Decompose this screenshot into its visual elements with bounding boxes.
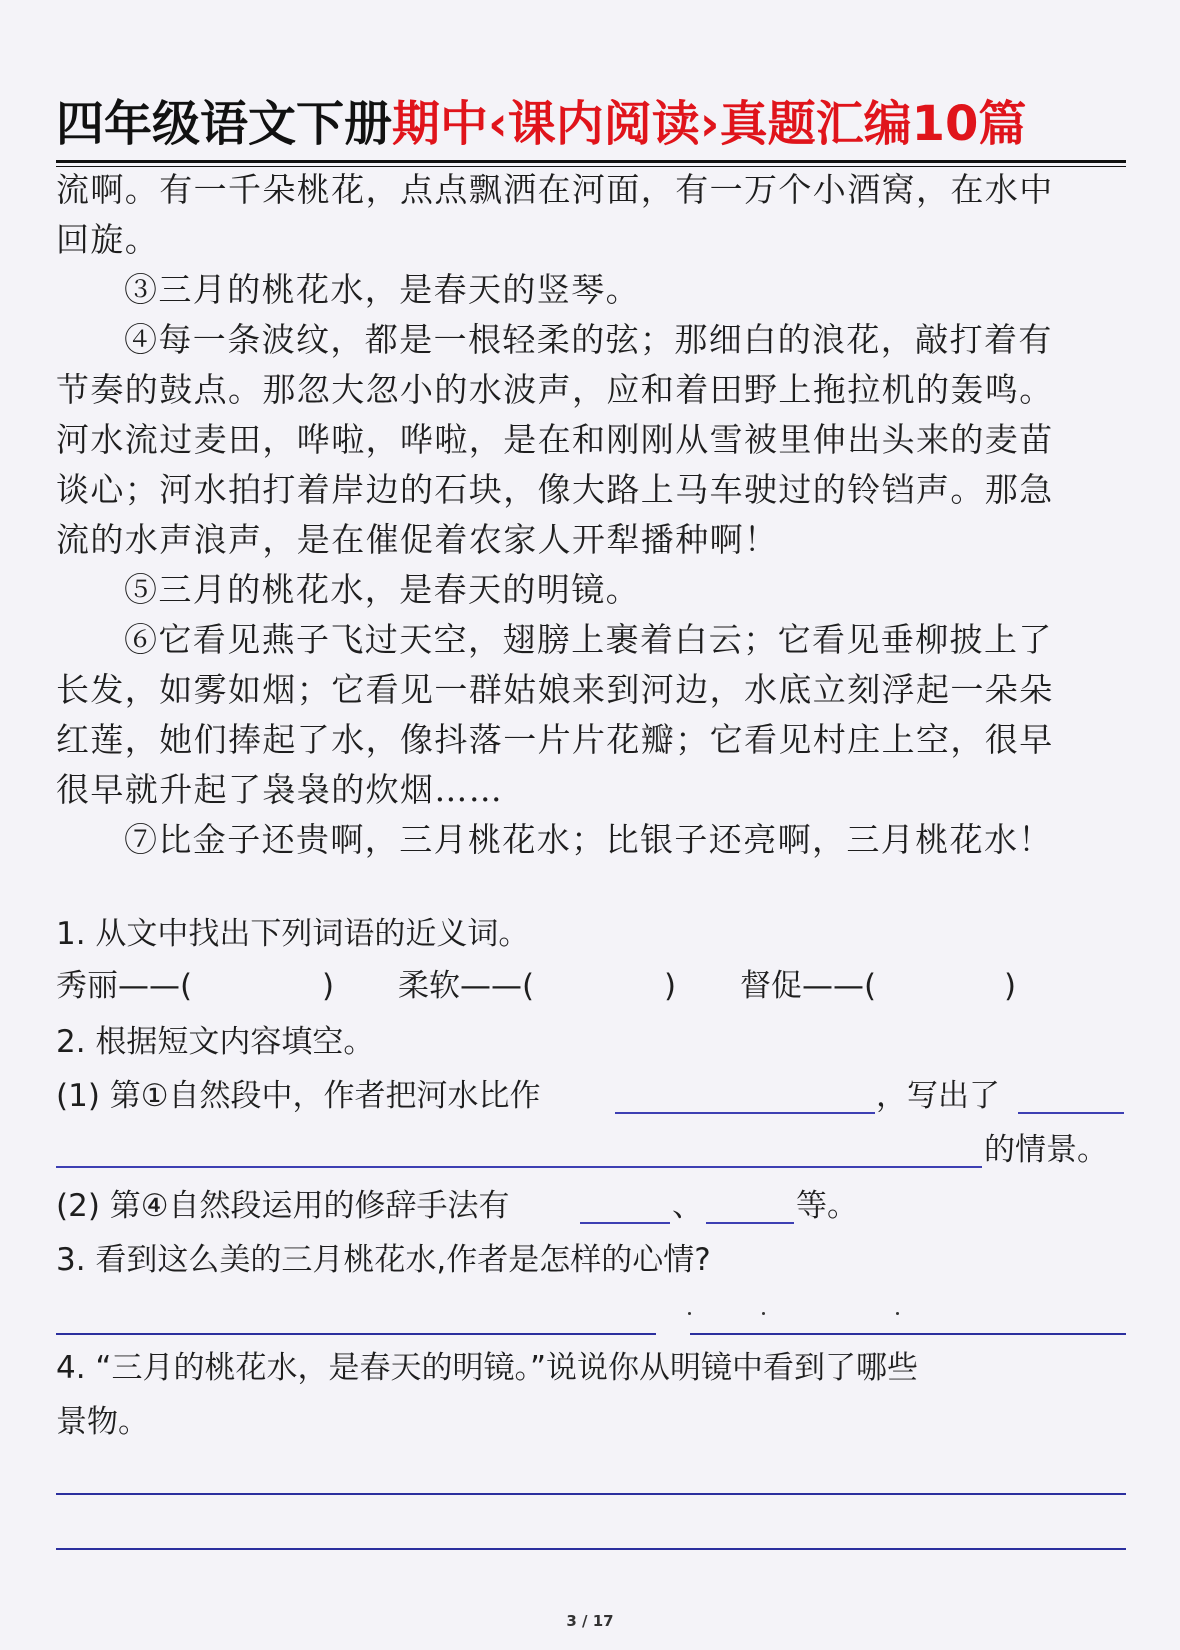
- q1-paren-close: ): [322, 968, 335, 1004]
- q2-part1-end: 的情景。: [984, 1132, 1108, 1168]
- q4-answer-line[interactable]: [56, 1493, 1126, 1495]
- q1-paren-close: ): [664, 968, 677, 1004]
- passage-line: ③三月的桃花水，是春天的竖琴。: [124, 270, 640, 309]
- question-3: 3. 看到这么美的三月桃花水,作者是怎样的心情?: [56, 1242, 711, 1278]
- q2-part1-blank-2-continued[interactable]: [56, 1166, 982, 1168]
- q2-part2-blank-2[interactable]: [706, 1222, 794, 1224]
- q2-part2-separator: 、: [672, 1188, 703, 1224]
- title-underline-thin: [56, 166, 1126, 167]
- passage-line: 流啊。有一千朵桃花，点点飘洒在河面，有一万个小酒窝，在水中: [56, 170, 1054, 209]
- page-number: 3 / 17: [566, 1612, 614, 1630]
- q2-part1-start: (1) 第①自然段中，作者把河水比作: [56, 1078, 541, 1114]
- passage-line: 红莲，她们捧起了水，像抖落一片片花瓣；它看见村庄上空，很早: [56, 720, 1054, 759]
- passage-line: 很早就升起了袅袅的炊烟……: [56, 770, 504, 809]
- q2-part1-blank-2[interactable]: [1018, 1112, 1124, 1114]
- passage-line: 节奏的鼓点。那忽大忽小的水波声，应和着田野上拖拉机的轰鸣。: [56, 370, 1054, 409]
- q1-word-rouruan: 柔软——(: [398, 968, 535, 1004]
- title-highlight-part: 期中‹课内阅读›真题汇编10篇: [392, 96, 1027, 152]
- passage-line: ⑥它看见燕子飞过天空，翅膀上裹着白云；它看见垂柳披上了: [124, 620, 1053, 659]
- passage-line: ④每一条波纹，都是一根轻柔的弦；那细白的浪花，敲打着有: [124, 320, 1053, 359]
- passage-line: 河水流过麦田，哗啦，哗啦，是在和刚刚从雪被里伸出头来的麦苗: [56, 420, 1054, 459]
- q1-word-xiuli: 秀丽——(: [56, 968, 193, 1004]
- passage-line: 长发，如雾如烟；它看见一群姑娘来到河边，水底立刻浮起一朵朵: [56, 670, 1054, 709]
- q2-part1-blank-1[interactable]: [615, 1112, 875, 1114]
- scan-dot: [762, 1312, 765, 1315]
- passage-line: ⑤三月的桃花水，是春天的明镜。: [124, 570, 640, 609]
- q3-answer-line-left[interactable]: [56, 1333, 656, 1335]
- q1-word-ducu: 督促——(: [740, 968, 877, 1004]
- passage-line: 谈心；河水拍打着岸边的石块，像大路上马车驶过的铃铛声。那急: [56, 470, 1054, 509]
- title-underline-thick: [56, 160, 1126, 163]
- q4-answer-line[interactable]: [56, 1548, 1126, 1550]
- q1-paren-close: ): [1004, 968, 1017, 1004]
- scan-dot: [896, 1312, 899, 1315]
- q2-part1-middle: ，写出了: [876, 1078, 1000, 1114]
- q2-part2-end: 等。: [796, 1188, 858, 1224]
- question-4-continued: 景物。: [56, 1404, 149, 1440]
- title-grade-part: 四年级语文下册: [56, 96, 393, 152]
- passage-line: 回旋。: [56, 220, 160, 259]
- q3-answer-line-right[interactable]: [690, 1333, 1126, 1335]
- q2-part2-start: (2) 第④自然段运用的修辞手法有: [56, 1188, 510, 1224]
- passage-line: ⑦比金子还贵啊，三月桃花水；比银子还亮啊，三月桃花水！: [124, 820, 1053, 859]
- q2-part2-blank-1[interactable]: [580, 1222, 670, 1224]
- page-title: [56, 92, 1126, 156]
- passage-line: 流的水声浪声，是在催促着农家人开犁播种啊！: [56, 520, 779, 559]
- question-4: 4. “三月的桃花水，是春天的明镜。”说说你从明镜中看到了哪些: [56, 1350, 919, 1386]
- question-2: 2. 根据短文内容填空。: [56, 1024, 375, 1060]
- question-1: 1. 从文中找出下列词语的近义词。: [56, 916, 530, 952]
- scan-dot: [688, 1312, 691, 1315]
